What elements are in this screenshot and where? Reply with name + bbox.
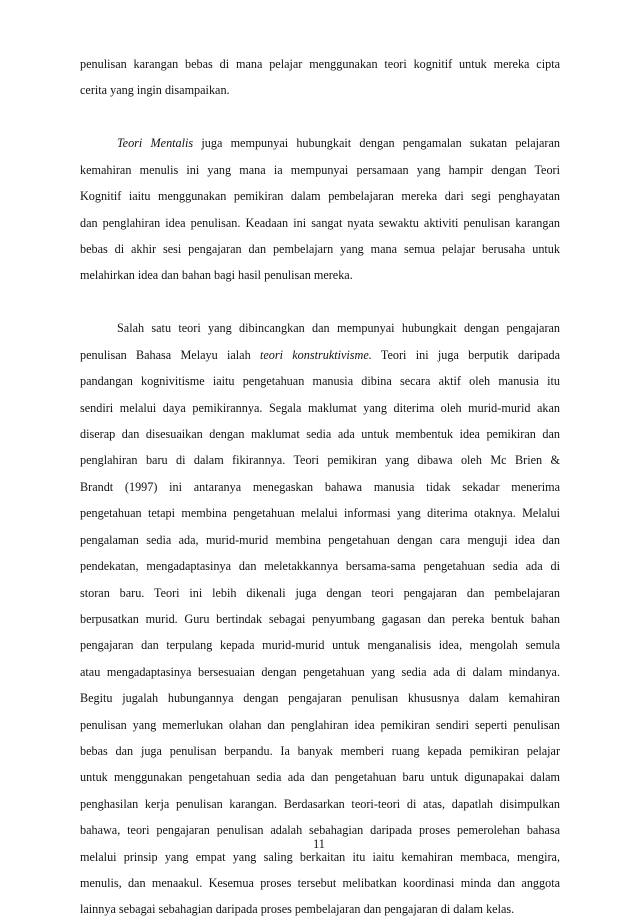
text-line: bahawa, teori pengajaran penulisan adalah sebahagian daripada proses pemerolehan bahasa [80, 823, 560, 838]
text-line [80, 130, 560, 156]
body-text [80, 51, 560, 923]
text-line: cerita yang ingin disampaikan. [80, 83, 230, 98]
text-line: pendekatan, mengadaptasinya dan meletakkannya bersama-sama pengetahuan sedia ada di [80, 559, 560, 574]
text-line: sendiri melalui daya pemikirannya. Segala maklumat yang diterima oleh murid-murid akan [80, 400, 560, 415]
text-line: penulisan yang memerlukan olahan dan penglahiran idea pemikiran sendiri seperti penulisan [80, 717, 560, 732]
text-line: Salah satu teori yang dibincangkan dan mempunyai hubungkait dengan pengajaran [117, 321, 560, 336]
italic-term: teori konstruktivisme. [259, 347, 372, 362]
text-line: dan penglahiran idea penulisan. Keadaan ini sangat nyata sewaktu aktiviti penulisan karangan [80, 215, 560, 230]
text-line: storan baru. Teori ini lebih dikenali juga dengan teori pengajaran dan pembelajaran [80, 585, 560, 600]
page-number: 11 [313, 837, 325, 851]
text-line: lainnya sebagai sebahagian daripada proses pembelajaran dan pengajaran di dalam kelas. [80, 902, 515, 917]
text-line: bebas di akhir sesi pengajaran dan pembelajarn yang mana semua pelajar berusaha untuk [80, 242, 560, 257]
text-line: melahirkan idea dan bahan bagi hasil penulisan mereka. [80, 268, 353, 283]
text-line: pengetahuan tetapi membina pengetahuan melalui informasi yang diterima otaknya. Melalui [80, 506, 560, 521]
text-line [80, 342, 560, 368]
text-fragment: juga mempunyai hubungkait dengan pengamalan sukatan pelajaran [193, 136, 560, 151]
paragraph-1 [80, 51, 560, 104]
text-line: atau mengadaptasinya bersesuaian dengan pengetahuan yang sedia ada di dalam mindanya. [80, 664, 560, 679]
text-line: melalui prinsip yang empat yang saling berkaitan itu iaitu kemahiran membaca, mengira, [80, 849, 560, 864]
text-line: untuk menggunakan pengetahuan sedia ada dan pengetahuan baru untuk digunapakai dalam [80, 770, 560, 785]
italic-term: Teori Mentalis [117, 136, 194, 151]
paragraph-2 [80, 130, 560, 288]
text-fragment: Teori ini juga berputik daripada [371, 347, 560, 362]
text-line: Kognitif iaitu menggunakan pemikiran dalam pembelajaran mereka dari segi penghayatan [80, 189, 560, 204]
text-line: penulisan karangan bebas di mana pelajar menggunakan teori kognitif untuk mereka cipta [80, 57, 560, 71]
text-line: bebas dan juga penulisan berpandu. Ia banyak memberi ruang kepada pemikiran pelajar [80, 743, 560, 758]
text-line: penglahiran baru di dalam fikirannya. Teori pemikiran yang dibawa oleh Mc Brien & [80, 453, 560, 468]
text-line: penghasilan kerja penulisan karangan. Berdasarkan teori-teori di atas, dapatlah disimpulkan [80, 796, 560, 811]
text-line: kemahiran menulis ini yang mana ia mempunyai persamaan yang hampir dengan Teori [80, 162, 560, 177]
text-line: diserap dan disesuaikan dengan maklumat sedia ada untuk membentuk idea pemikiran dan [80, 427, 560, 442]
text-line: berpusatkan murid. Guru bertindak sebagai penyumbang gagasan dan pereka bentuk bahan [80, 611, 560, 626]
text-line: pengalaman sedia ada, murid-murid membina pengetahuan dengan cara menguji idea dan [80, 532, 560, 547]
text-line: pandangan kognivitisme iaitu pengetahuan manusia dibina secara aktif oleh manusia itu [80, 374, 560, 389]
text-line: menulis, dan menaakul. Kesemua proses tersebut melibatkan koordinasi minda dan anggota [80, 875, 560, 890]
text-line: pengajaran dan terpulang kepada murid-murid untuk menganalisis idea, mengolah semula [80, 638, 560, 653]
paragraph-3 [80, 315, 560, 922]
text-line: Brandt (1997) ini antaranya menegaskan bahawa manusia tidak sekadar menerima [80, 479, 560, 494]
text-fragment: penulisan Bahasa Melayu ialah [80, 347, 260, 362]
text-line: Begitu jugalah hubungannya dengan pengajaran penulisan khususnya dalam kemahiran [80, 691, 560, 706]
